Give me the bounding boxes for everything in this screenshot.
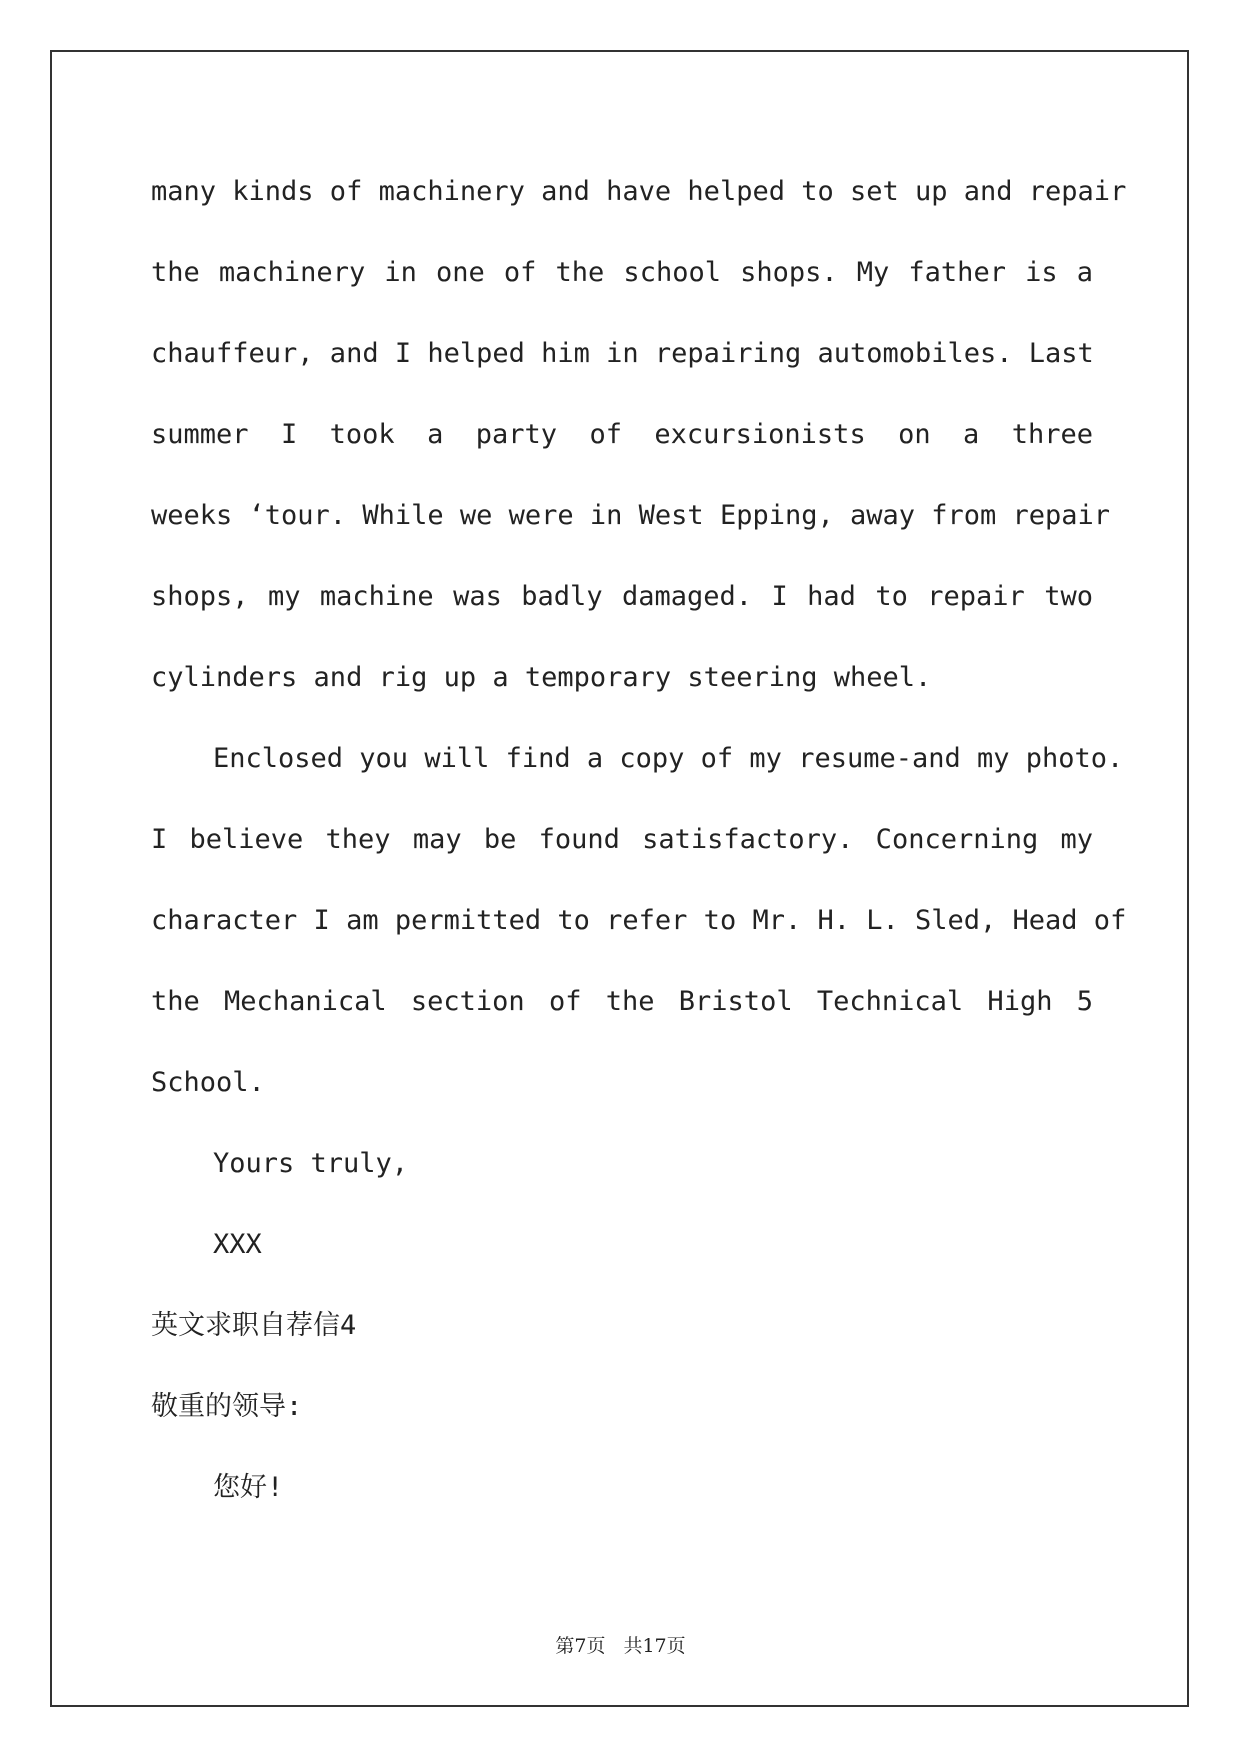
body-line: the machinery in one of the school shops. My father is a: [151, 257, 1093, 288]
closing-line: Yours truly,: [213, 1148, 409, 1179]
signature-line: XXX: [213, 1229, 262, 1260]
body-line: chauffeur, and I helped him in repairing automobiles. Last: [151, 338, 1094, 369]
page-footer: [0, 1631, 1241, 1658]
body-line: many kinds of machinery and have helped to set up and repair: [151, 176, 1127, 207]
body-line: weeks ‘tour. While we were in West Epping, away from repair: [151, 500, 1111, 531]
body-line: shops, my machine was badly damaged. I had to repair two: [151, 581, 1093, 612]
page-total: 共17页: [623, 1635, 686, 1657]
body-line: summer I took a party of excursionists on a three: [151, 419, 1093, 450]
section-heading: 英文求职自荐信4: [151, 1310, 357, 1341]
body-line: Enclosed you will find a copy of my resume-and my photo.: [213, 743, 1124, 774]
page-number: 第7页: [555, 1635, 606, 1657]
body-line: the Mechanical section of the Bristol Technical High 5: [151, 986, 1093, 1017]
body-line: cylinders and rig up a temporary steering wheel.: [151, 662, 932, 693]
body-line: I believe they may be found satisfactory. Concerning my: [151, 824, 1093, 855]
page-border: [50, 50, 1189, 1707]
body-line: School.: [151, 1067, 265, 1098]
greeting-line: 您好!: [213, 1472, 284, 1503]
salutation-line: 敬重的领导:: [151, 1391, 303, 1422]
body-line: character I am permitted to refer to Mr. H. L. Sled, Head of: [151, 905, 1127, 936]
